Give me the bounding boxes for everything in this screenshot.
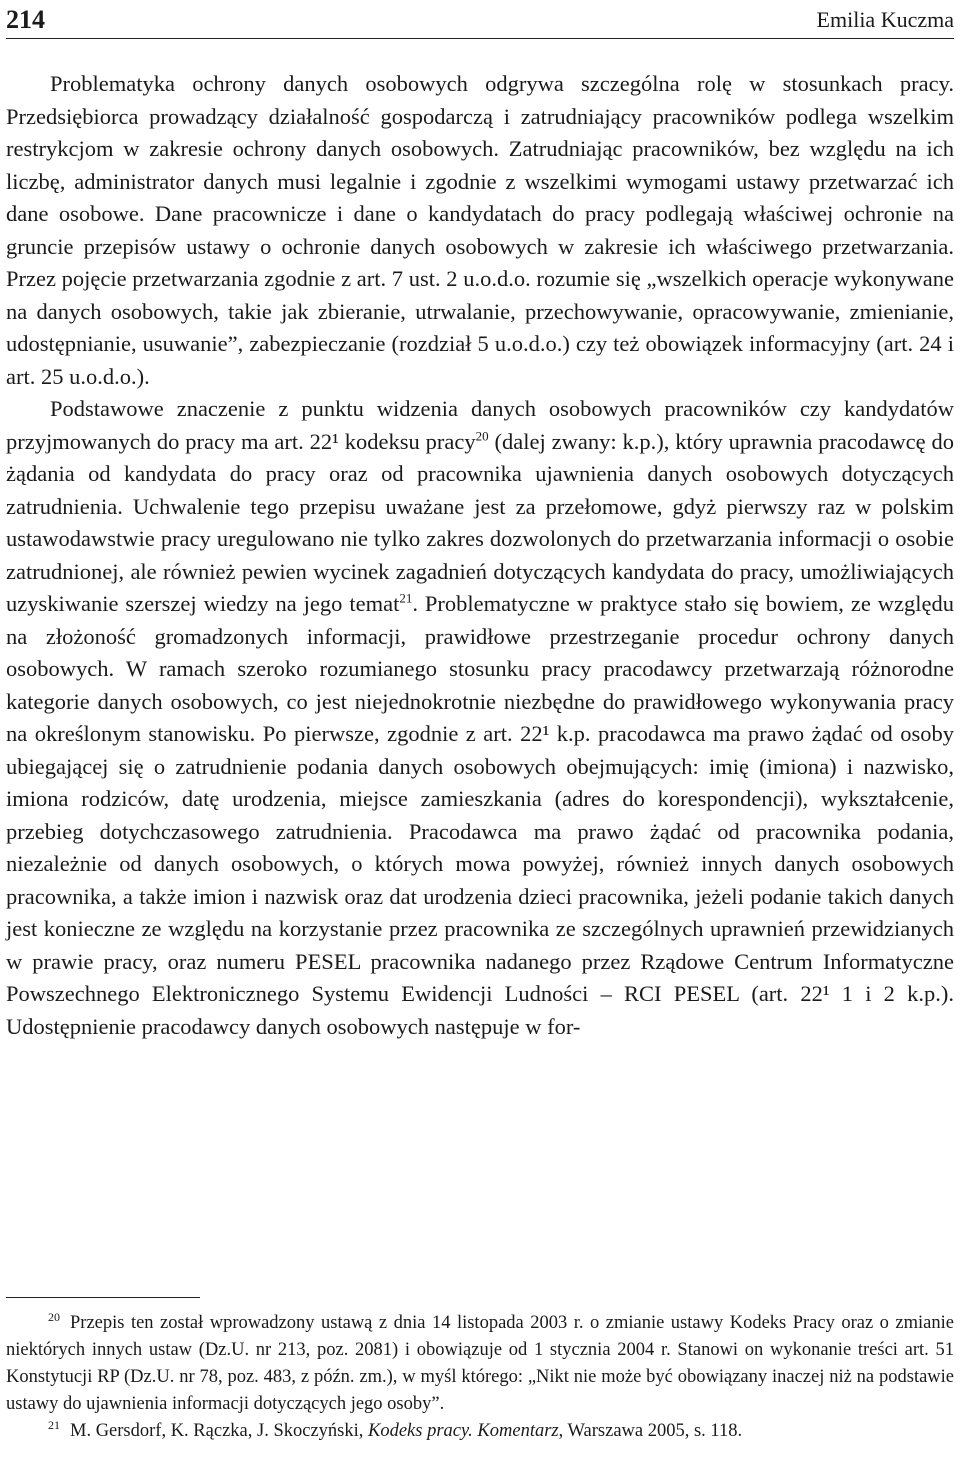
footnote-20-number: 20: [48, 1309, 60, 1324]
footnote-21-authors: M. Gersdorf, K. Rączka, J. Skoczyński,: [70, 1421, 368, 1441]
page-header: [6, 0, 954, 39]
body-text: [6, 68, 954, 1043]
footnote-21-number: 21: [48, 1417, 60, 1432]
paragraph-2: [6, 393, 954, 1043]
footnote-21: [6, 1418, 954, 1445]
paragraph-2-part-a: Podstawowe znaczenie z punktu widzenia danych osobowych pracowników czy kandydatów przyjmowanych do pracy ma art. 22¹ kodeksu pracy: [6, 396, 954, 454]
paragraph-2-part-b: (dalej zwany: k.p.), który uprawnia pracodawcę do żądania od kandydata do pracy oraz od pracownika ujawnienia danych osobowych dotyczących zatrudnienia. Uchwalenie tego przepisu uważane jest za przełomowe, gdyż pierwszy raz w polskim ustawodawstwie pracy uregulowano nie tylko zakres dozwolonych do przetwarzania informacji o osobie zatrudnionej, ale również pewien wycinek zagadnień dotyczących kandydata do pracy, umożliwiających uzyskiwanie szerszej wiedzy na jego temat: [6, 428, 954, 616]
paragraph-2-part-c: . Problematyczne w praktyce stało się bowiem, ze względu na złożoność gromadzonych informacji, prawidłowe przestrzeganie procedur ochrony danych osobowych. W ramach szeroko rozumianego stosunku pracy pracodawcy przetwarzają różnorodne kategorie danych osobowych, co jest niejednokrotnie niezbędne do prawidłowego wykonywania pracy na określonym stanowisku. Po pierwsze, zgodnie z art. 22¹ k.p. pracodawca ma prawo żądać od osoby ubiegającej się o zatrudnienie podania danych osobowych obejmujących: imię (imiona) i nazwisko, imiona rodziców, datę urodzenia, miejsce zamieszkania (adres do korespondencji), wykształcenie, przebieg dotychczasowego zatrudnienia. Pracodawca ma prawo żądać od pracownika podania, niezależnie od danych osobowych, o których mowa powyżej, również innych danych osobowych pracownika, a także imion i nazwisk oraz dat urodzenia dzieci pracownika, jeżeli podanie takich danych jest konieczne ze względu na korzystanie przez pracownika ze szczególnych uprawnień przewidzianych w prawie pracy, oraz numeru PESEL pracownika nadanego przez Rządowe Centrum Informatyczne Powszechnego Elektronicznego Systemu Ewidencji Ludności – RCI PESEL (art. 22¹ 1 i 2 k.p.). Udostępnienie pracodawcy danych osobowych następuje w for-: [6, 591, 954, 1039]
footnote-20-text: Przepis ten został wprowadzony ustawą z dnia 14 listopada 2003 r. o zmianie ustawy Kodeks Pracy oraz o zmianie niektórych innych ustaw (Dz.U. nr 213, poz. 2081) i obowiązuje od 1 stycznia 2004 r. Stanowi on wykonanie treści art. 51 Konstytucji RP (Dz.U. nr 78, poz. 483, z późn. zm.), w myśl którego: „Nikt nie może być obowiązany inaczej niż na podstawie ustawy do ujawnienia informacji dotyczących jego osoby”.: [6, 1313, 954, 1414]
running-head-author: Emilia Kuczma: [816, 7, 954, 32]
footnote-separator: [6, 1297, 200, 1298]
paragraph-1: Problematyka ochrony danych osobowych odgrywa szczególna rolę w stosunkach pracy. Przedsiębiorca prowadzący działalność gospodarczą i zatrudniający pracowników podlega wszelkim restrykcjom w zakresie ochrony danych osobowych. Zatrudniając pracowników, bez względu na ich liczbę, administrator danych musi legalnie i zgodnie z wszelkimi wymogami ustawy przetwarzać ich dane osobowe. Dane pracownicze i dane o kandydatach do pracy podlegają właściwej ochronie na gruncie przepisów ustawy o ochronie danych osobowych w zakresie ich właściwego przetwarzania. Przez pojęcie przetwarzania zgodnie z art. 7 ust. 2 u.o.d.o. rozumie się „wszelkich operacje wykonywane na danych osobowych, takie jak zbieranie, utrwalanie, przechowywanie, opracowywanie, zmienianie, udostępnianie, usuwanie”, zabezpieczanie (rozdział 5 u.o.d.o.) czy też obowiązek informacyjny (art. 24 i art. 25 u.o.d.o.).: [6, 71, 954, 389]
footnote-ref-21[interactable]: 21: [399, 590, 413, 606]
footnote-21-rest: , Warszawa 2005, s. 118.: [558, 1421, 743, 1441]
footnote-21-book-title: Kodeks pracy. Komentarz: [368, 1421, 559, 1441]
footnotes: [6, 1310, 954, 1445]
footnote-20: [6, 1310, 954, 1418]
footnote-ref-20[interactable]: 20: [475, 428, 489, 443]
page-number: 214: [6, 5, 45, 34]
